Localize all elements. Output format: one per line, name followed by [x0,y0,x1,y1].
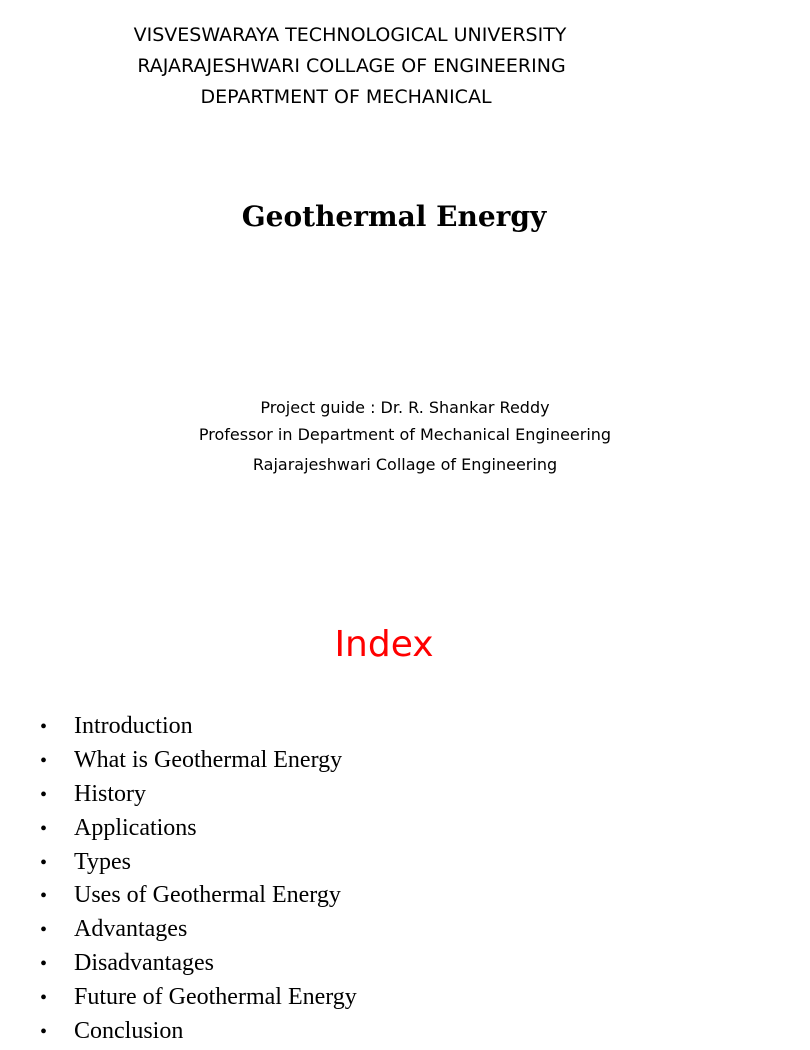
list-item [40,846,357,880]
list-item-label: Conclusion [74,1018,184,1045]
college-name: RAJARAJESHWARI COLLAGE OF ENGINEERING [137,55,566,77]
bullet-icon: • [40,716,48,738]
guide-institution-line: Rajarajeshwari Collage of Engineering [252,455,558,474]
document-title: Geothermal Energy [241,200,547,233]
list-item-label: What is Geothermal Energy [74,746,343,773]
list-item [40,744,357,778]
department-name: DEPARTMENT OF MECHANICAL [200,86,492,108]
list-item-label: Applications [74,814,197,841]
list-item-label: Uses of Geothermal Energy [74,882,341,909]
list-item-label: History [74,780,146,807]
list-item [40,710,357,744]
list-item [40,879,357,913]
bullet-icon: • [40,851,48,874]
project-guide-line: Project guide : Dr. R. Shankar Reddy [260,398,550,417]
list-item-label: Advantages [74,916,188,943]
list-item-label: Future of Geothermal Energy [74,984,357,1011]
bullet-icon: • [40,919,48,942]
bullet-icon: • [40,1021,48,1044]
list-item [40,913,357,947]
bullet-icon: • [40,817,48,840]
list-item [40,981,357,1015]
index-heading: Index [334,624,434,665]
index-list [40,710,357,1049]
university-name: VISVESWARAYA TECHNOLOGICAL UNIVERSITY [133,24,567,46]
bullet-icon: • [40,885,48,908]
bullet-icon: • [40,783,48,806]
list-item [40,778,357,812]
list-item [40,1015,357,1049]
list-item [40,812,357,846]
bullet-icon: • [40,987,48,1010]
list-item [40,947,357,981]
list-item-label: Introduction [74,713,193,739]
bullet-icon: • [40,749,48,772]
list-item-label: Types [74,848,131,875]
guide-designation-line: Professor in Department of Mechanical Engineering [198,425,612,444]
list-item-label: Disadvantages [74,950,214,977]
bullet-icon: • [40,953,48,976]
